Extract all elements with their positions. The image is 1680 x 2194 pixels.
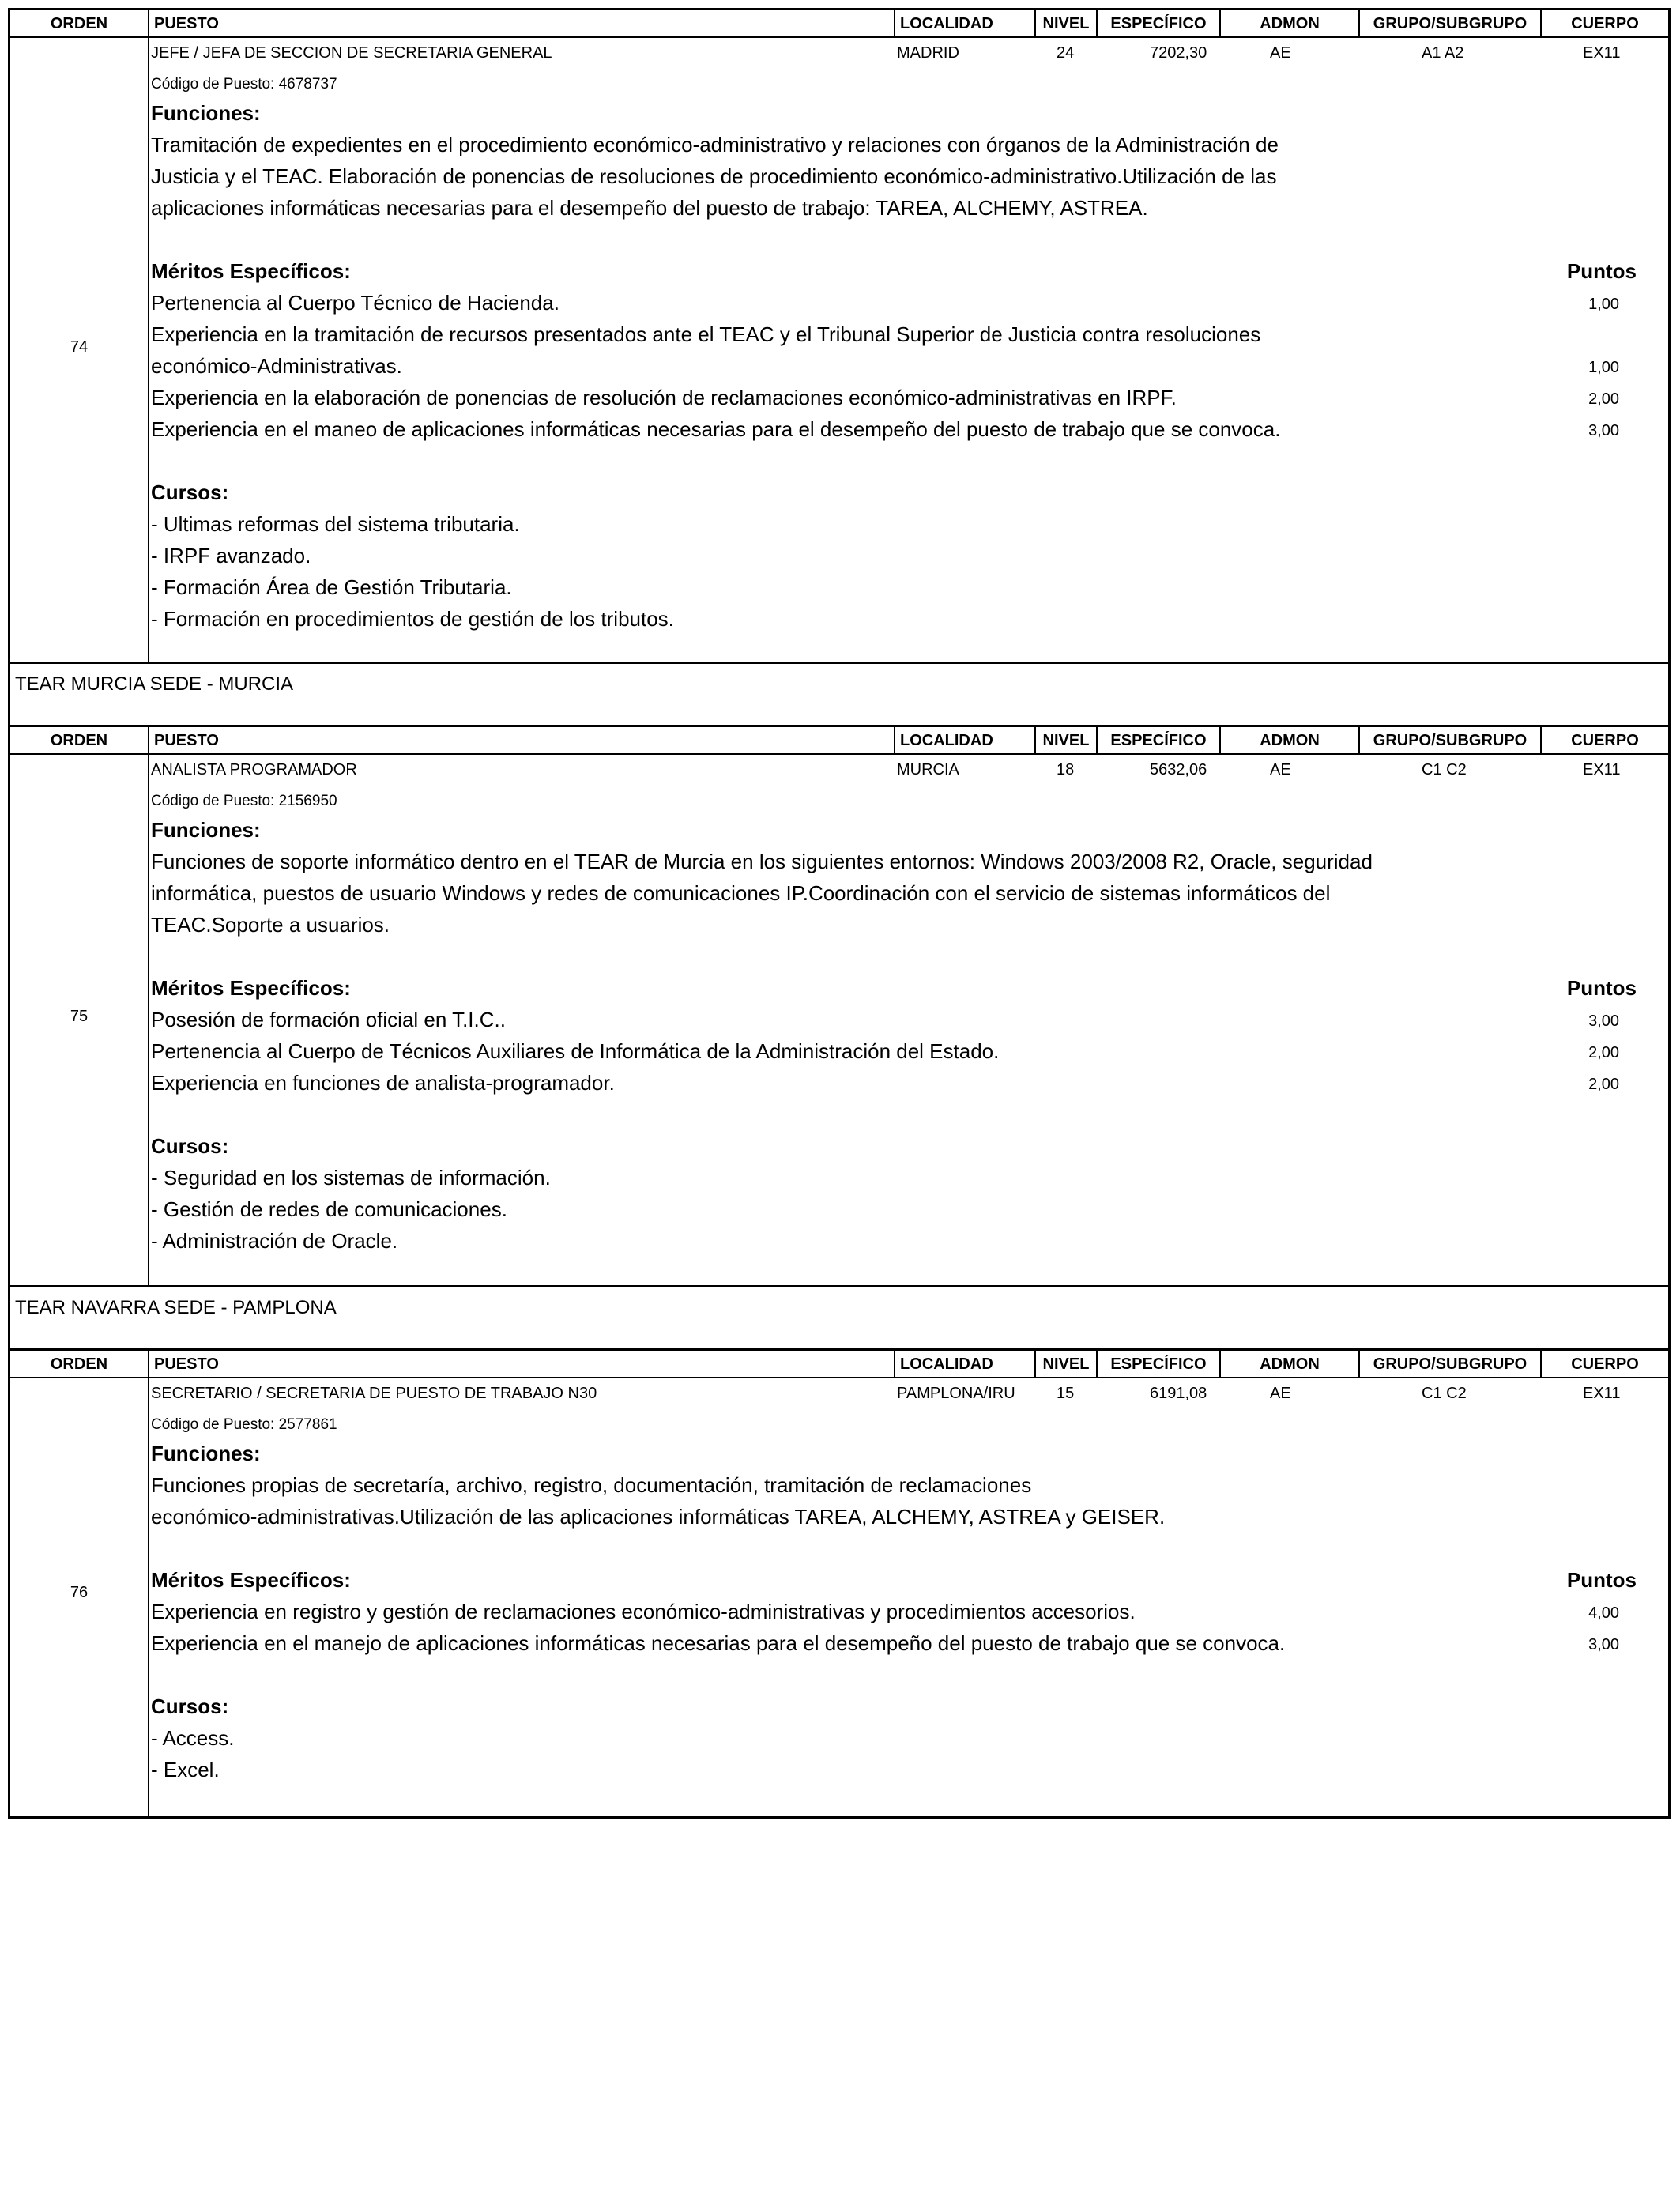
meritos-heading: Méritos Específicos:	[151, 1568, 351, 1592]
funciones-line: Funciones de soporte informático dentro en el TEAR de Murcia en los siguientes entornos: Windows 2003/2008 R2, Oracle, seguridad	[151, 850, 1373, 873]
puntos-heading: Puntos	[1566, 1568, 1637, 1592]
funciones-line: aplicaciones informáticas necesarias para el desempeño del puesto de trabajo: TAREA, ALCHEMY, ASTREA.	[151, 196, 1148, 220]
merito-points: 1,00	[1588, 296, 1619, 313]
funciones-heading: Funciones:	[151, 101, 261, 125]
merito-line: Pertenencia al Cuerpo Técnico de Hacienda.	[151, 291, 559, 315]
codigo-puesto: Código de Puesto: 2577861	[151, 1416, 337, 1433]
curso-item: - Ultimas reformas del sistema tributaria.	[151, 512, 520, 536]
especifico-value: 5632,06	[1150, 761, 1207, 778]
curso-item: - Seguridad en los sistemas de información.	[151, 1166, 551, 1189]
orden-number: 74	[70, 338, 89, 356]
curso-item: - Gestión de redes de comunicaciones.	[151, 1197, 507, 1221]
header-orden: ORDEN	[50, 1355, 108, 1373]
curso-item: - Access.	[151, 1726, 235, 1750]
curso-item: - IRPF avanzado.	[151, 544, 311, 567]
header-orden: ORDEN	[50, 15, 108, 32]
position-block-74	[8, 8, 1671, 725]
header-cuerpo: CUERPO	[1540, 727, 1668, 753]
header-admon: ADMON	[1219, 1351, 1358, 1377]
merito-points: 2,00	[1588, 390, 1619, 408]
sede-band: TEAR NAVARRA SEDE - PAMPLONA	[10, 1285, 1668, 1348]
localidad-value: MURCIA	[897, 761, 959, 778]
especifico-value: 6191,08	[1150, 1385, 1207, 1402]
header-puesto: PUESTO	[148, 10, 894, 36]
position-block-76	[8, 1348, 1671, 1819]
codigo-puesto: Código de Puesto: 4678737	[151, 76, 337, 92]
grupo-value: C1 C2	[1422, 761, 1467, 778]
position-summary-row	[151, 761, 1668, 782]
header-nivel: NIVEL	[1034, 727, 1096, 753]
cursos-heading: Cursos:	[151, 1695, 229, 1718]
header-nivel: NIVEL	[1034, 10, 1096, 36]
merito-line: Experiencia en funciones de analista-programador.	[151, 1071, 615, 1095]
admon-value: AE	[1270, 1385, 1291, 1402]
orden-number: 76	[70, 1584, 89, 1601]
localidad-value: MADRID	[897, 44, 959, 62]
merito-points: 3,00	[1588, 422, 1619, 439]
column-header	[10, 725, 1668, 755]
header-grupo: GRUPO/SUBGRUPO	[1358, 727, 1540, 753]
curso-item: - Formación Área de Gestión Tributaria.	[151, 575, 512, 599]
orden-number: 75	[70, 1008, 89, 1025]
header-cuerpo: CUERPO	[1540, 10, 1668, 36]
especifico-value: 7202,30	[1150, 44, 1207, 62]
merito-points: 3,00	[1588, 1636, 1619, 1653]
orden-column	[10, 755, 149, 1285]
funciones-heading: Funciones:	[151, 1442, 261, 1465]
merito-line: Posesión de formación oficial en T.I.C..	[151, 1008, 506, 1031]
puesto-name: SECRETARIO / SECRETARIA DE PUESTO DE TRABAJO N30	[151, 1385, 597, 1402]
admon-value: AE	[1270, 44, 1291, 62]
header-grupo: GRUPO/SUBGRUPO	[1358, 1351, 1540, 1377]
merito-points: 2,00	[1588, 1076, 1619, 1093]
grupo-value: C1 C2	[1422, 1385, 1467, 1402]
header-puesto: PUESTO	[148, 1351, 894, 1377]
curso-item: - Formación en procedimientos de gestión de los tributos.	[151, 607, 674, 631]
header-admon: ADMON	[1219, 10, 1358, 36]
position-summary-row	[151, 44, 1668, 65]
merito-line: Experiencia en el manejo de aplicaciones informáticas necesarias para el desempeño del puesto de trabajo que se convoca.	[151, 1631, 1286, 1655]
header-grupo: GRUPO/SUBGRUPO	[1358, 10, 1540, 36]
merito-line: Experiencia en registro y gestión de reclamaciones económico-administrativas y procedimientos accesorios.	[151, 1600, 1136, 1623]
merito-points: 1,00	[1588, 359, 1619, 376]
funciones-line: Tramitación de expedientes en el procedimiento económico-administrativo y relaciones con órganos de la Administración de	[151, 133, 1279, 156]
admon-value: AE	[1270, 761, 1291, 778]
column-header	[10, 8, 1668, 38]
codigo-puesto: Código de Puesto: 2156950	[151, 793, 337, 809]
position-body	[10, 1378, 1668, 1816]
header-especifico: ESPECÍFICO	[1096, 10, 1219, 36]
merito-line: Pertenencia al Cuerpo de Técnicos Auxiliares de Informática de la Administración del Estado.	[151, 1039, 1000, 1063]
column-header	[10, 1348, 1668, 1378]
merito-points: 4,00	[1588, 1604, 1619, 1622]
grupo-value: A1 A2	[1422, 44, 1464, 62]
position-body	[10, 755, 1668, 1285]
funciones-line: económico-administrativas.Utilización de las aplicaciones informáticas TAREA, ALCHEMY, ASTREA y GEISER.	[151, 1505, 1166, 1529]
funciones-line: TEAC.Soporte a usuarios.	[151, 913, 390, 937]
position-body	[10, 38, 1668, 662]
merito-line: Experiencia en la tramitación de recursos presentados ante el TEAC y el Tribunal Superior de Justicia contra resoluciones	[151, 322, 1261, 346]
nivel-value: 24	[1057, 44, 1075, 62]
puesto-name: ANALISTA PROGRAMADOR	[151, 761, 357, 778]
cursos-heading: Cursos:	[151, 1134, 229, 1158]
merito-points: 3,00	[1588, 1012, 1619, 1030]
position-block-75	[8, 725, 1671, 1348]
header-nivel: NIVEL	[1034, 1351, 1096, 1377]
merito-line: económico-Administrativas.	[151, 354, 402, 378]
orden-column	[10, 1378, 149, 1816]
header-orden: ORDEN	[50, 732, 108, 749]
header-especifico: ESPECÍFICO	[1096, 1351, 1219, 1377]
localidad-value: PAMPLONA/IRU	[897, 1385, 1015, 1402]
funciones-line: Funciones propias de secretaría, archivo, registro, documentación, tramitación de reclamaciones	[151, 1473, 1032, 1497]
merito-line: Experiencia en el maneo de aplicaciones informáticas necesarias para el desempeño del puesto de trabajo que se convoca.	[151, 417, 1281, 441]
orden-column	[10, 38, 149, 662]
cuerpo-value: EX11	[1583, 761, 1621, 778]
header-localidad: LOCALIDAD	[894, 727, 1034, 753]
puntos-heading: Puntos	[1566, 976, 1637, 1000]
position-summary-row	[151, 1385, 1668, 1405]
header-especifico: ESPECÍFICO	[1096, 727, 1219, 753]
merito-points: 2,00	[1588, 1044, 1619, 1061]
funciones-heading: Funciones:	[151, 818, 261, 842]
cuerpo-value: EX11	[1583, 44, 1621, 62]
cuerpo-value: EX11	[1583, 1385, 1621, 1402]
nivel-value: 15	[1057, 1385, 1075, 1402]
funciones-line: informática, puestos de usuario Windows y redes de comunicaciones IP.Coordinación con el servicio de sistemas informáticos del	[151, 881, 1331, 905]
header-admon: ADMON	[1219, 727, 1358, 753]
header-localidad: LOCALIDAD	[894, 1351, 1034, 1377]
meritos-heading: Méritos Específicos:	[151, 976, 351, 1000]
puntos-heading: Puntos	[1566, 259, 1637, 283]
sede-band: TEAR MURCIA SEDE - MURCIA	[10, 662, 1668, 725]
header-cuerpo: CUERPO	[1540, 1351, 1668, 1377]
curso-item: - Administración de Oracle.	[151, 1229, 398, 1253]
puesto-name: JEFE / JEFA DE SECCION DE SECRETARIA GENERAL	[151, 44, 552, 62]
meritos-heading: Méritos Específicos:	[151, 259, 351, 283]
header-puesto: PUESTO	[148, 727, 894, 753]
document-page	[8, 8, 1671, 1819]
curso-item: - Excel.	[151, 1758, 220, 1781]
nivel-value: 18	[1057, 761, 1075, 778]
cursos-heading: Cursos:	[151, 481, 229, 504]
merito-line: Experiencia en la elaboración de ponencias de resolución de reclamaciones económico-administrativas en IRPF.	[151, 386, 1177, 409]
funciones-line: Justicia y el TEAC. Elaboración de ponencias de resoluciones de procedimiento económico-administrativo.Utilización de las	[151, 164, 1277, 188]
header-localidad: LOCALIDAD	[894, 10, 1034, 36]
